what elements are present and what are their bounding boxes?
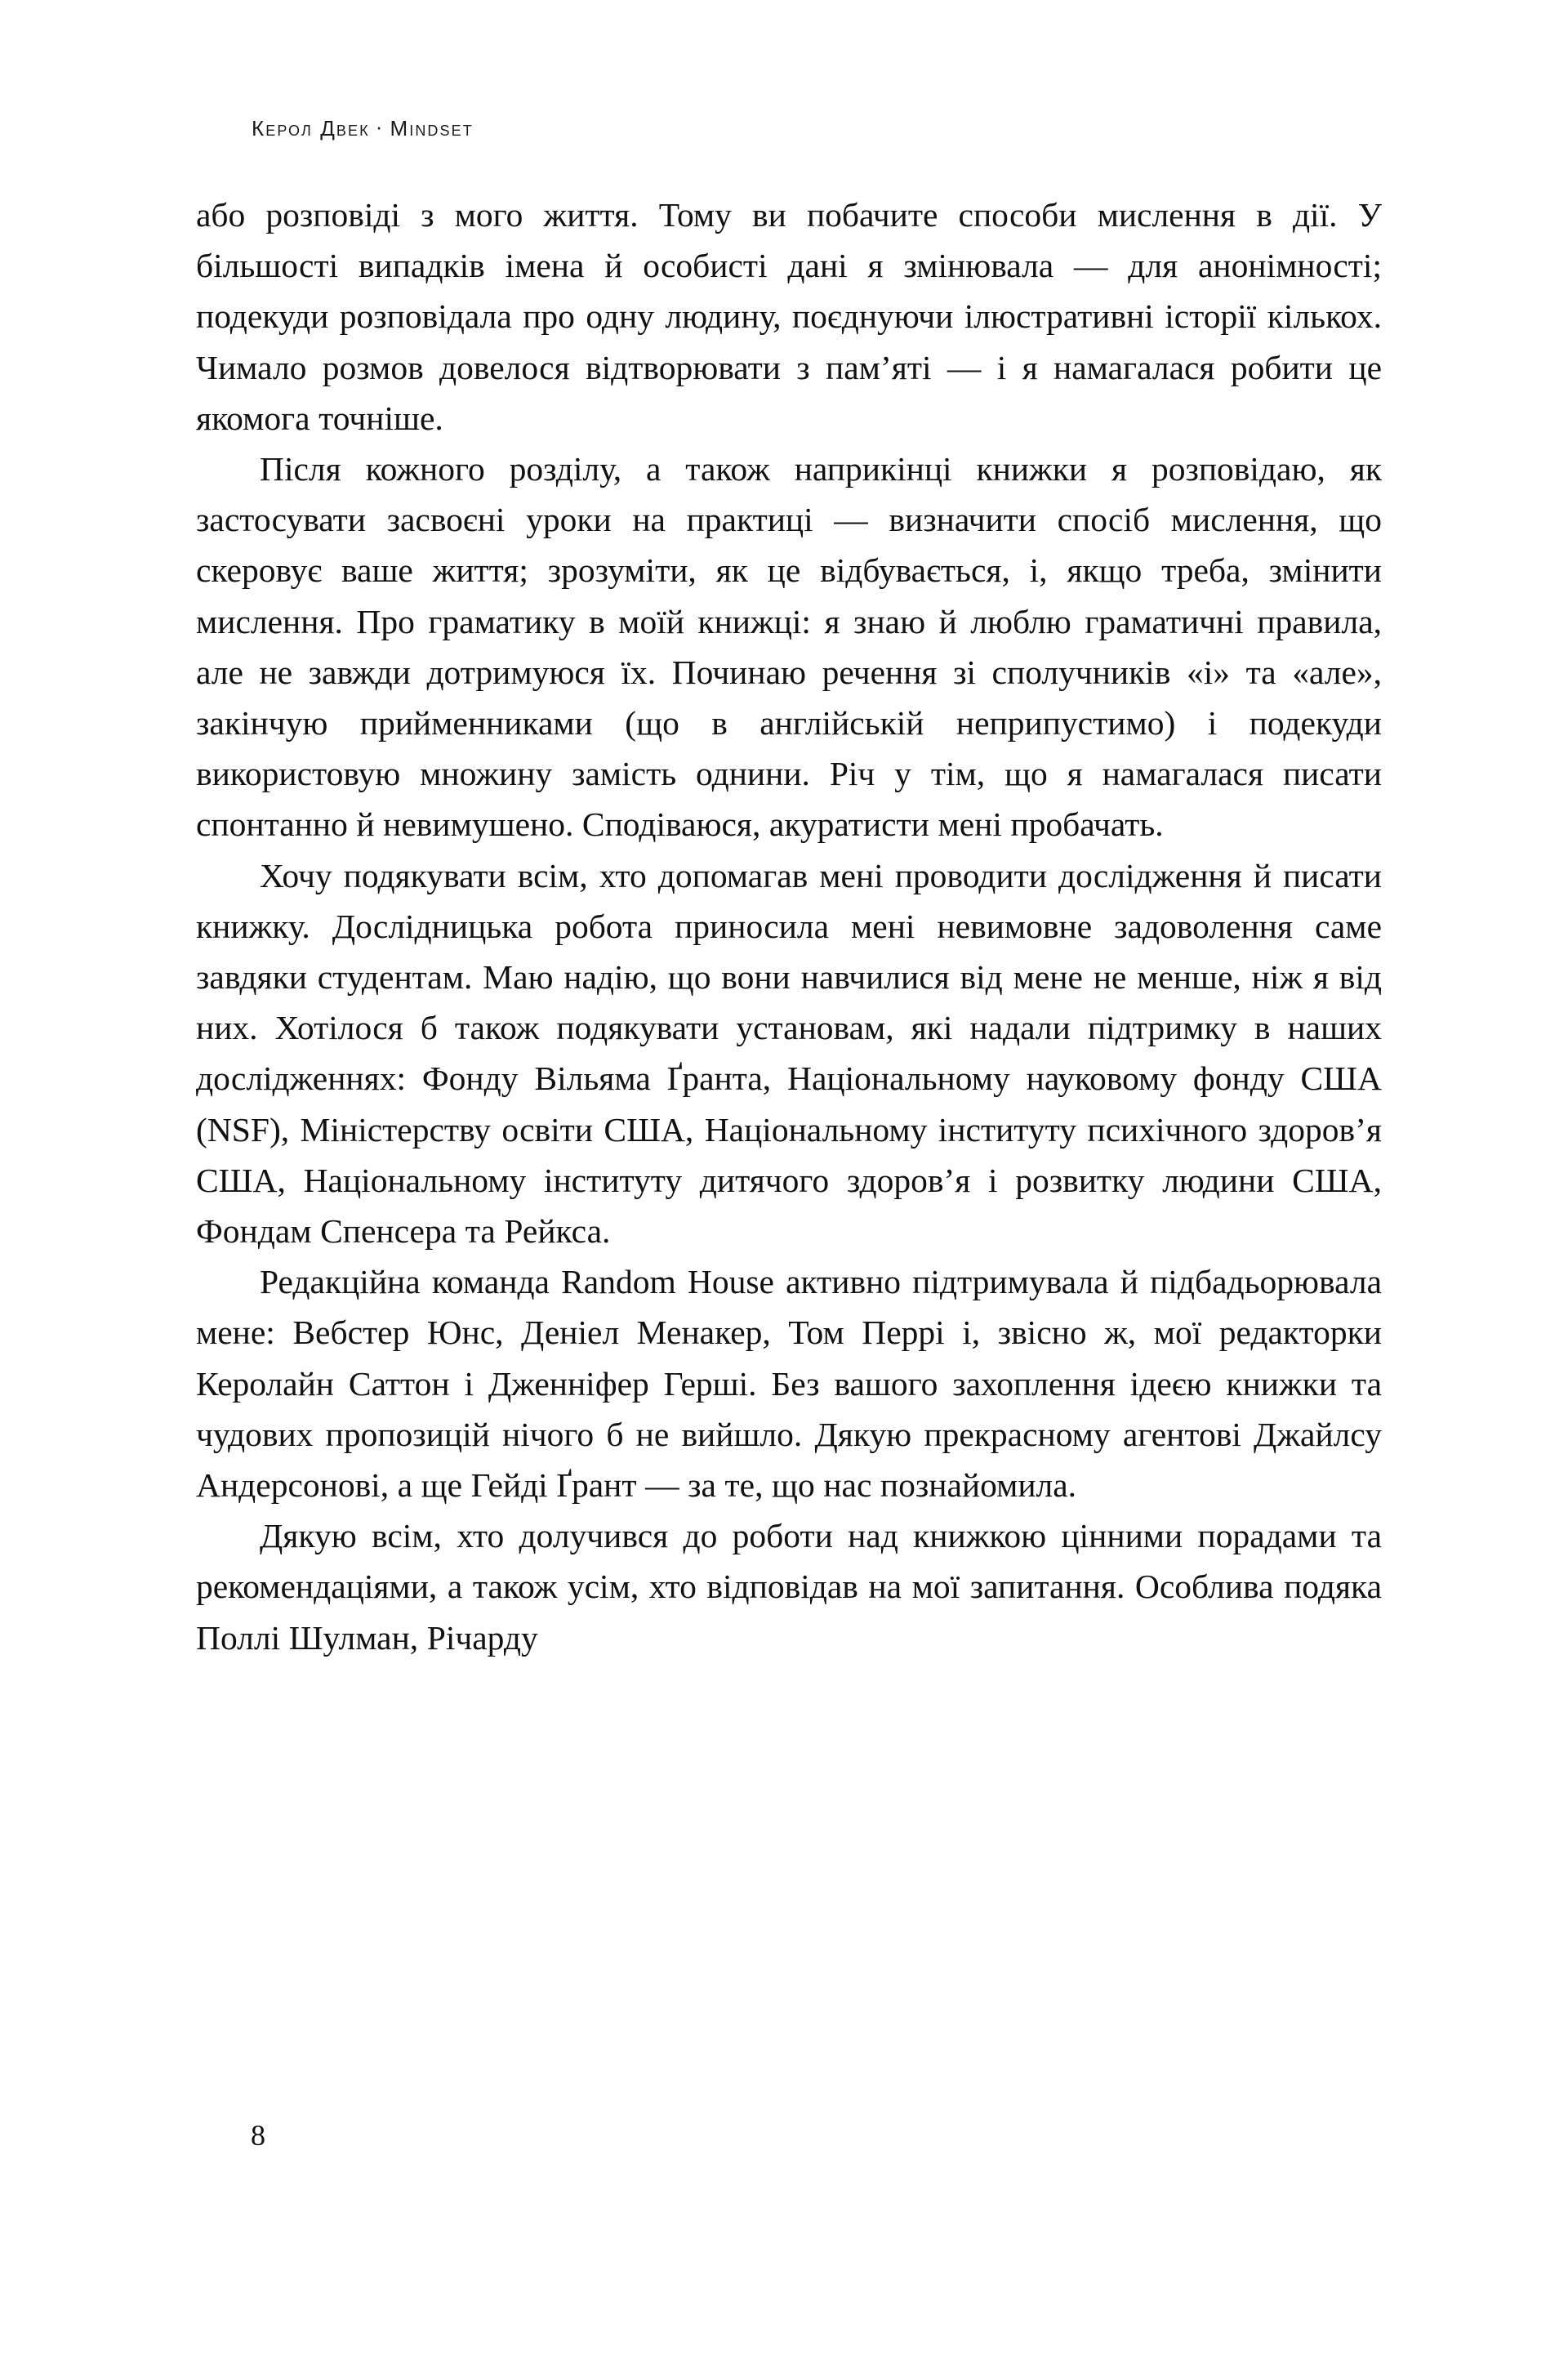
running-head-separator: · [375, 114, 385, 139]
paragraph-1: або розповіді з мого життя. Тому ви побачите способи мислення в дії. У більшості випадків імена й особисті дані я змінювала — для анонімності; подекуди розповідала про одну людину, поєднуючи ілюстративні історії кількох. Чимало розмов довелося відтворювати з пам’яті — і я намагалася робити це якомога точніше. [196, 196, 1382, 437]
paragraph-4: Редакційна команда Random House активно підтримувала й підбадьорювала мене: Вебстер Юнс, Деніел Менакер, Том Перрі і, звісно ж, мої редакторки Керолайн Саттон і Дженніфер Герші. Без вашого захоплення ідеєю книжки та чудових пропозицій нічого б не вийшло. Дякую прекрасному агентові Джайлсу Андерсонові, а ще Гейді Ґрант — за те, що нас познайомила. [196, 1263, 1382, 1505]
running-head [252, 114, 474, 141]
running-head-author: Керол Двек [252, 116, 370, 140]
paragraph-5: Дякую всім, хто долучився до роботи над книжкою цінними порадами та рекомендаціями, а також усім, хто відповідав на мої запитання. Особлива подяка Поллі Шулман, Річарду [196, 1517, 1382, 1657]
paragraph-3: Хочу подякувати всім, хто допомагав мені проводити дослідження й писати книжку. Дослідницька робота приносила мені невимовне задоволення саме завдяки студентам. Маю надію, що вони навчилися від мене не менше, ніж я від них. Хотілося б також подякувати установам, які надали підтримку в наших дослідженнях: Фонду Вільяма Ґранта, Національному науковому фонду США (NSF), Міністерству освіти США, Національному інституту психічного здоров’я США, Національному інституту дитячого здоров’я і розвитку людини США, Фондам Спенсера та Рейкса. [196, 856, 1382, 1251]
paragraph-2: Після кожного розділу, а також наприкінці книжки я розповідаю, як застосувати засвоєні уроки на практиці — визначити спосіб мислення, що скеровує ваше життя; зрозуміти, як це відбувається, і, якщо треба, змінити мислення. Про граматику в моїй книжці: я знаю й люблю граматичні правила, але не завжди дотримуюся їх. Починаю речення зі сполучників «і» та «але», закінчую прийменниками (що в англійській неприпустимо) і подекуди використовую множину замість однини. Річ у тім, що я намагалася писати спонтанно й невимушено. Сподіваюся, акуратисти мені пробачать. [196, 450, 1382, 844]
body-text-block [196, 190, 1382, 1663]
running-head-title: Mindset [390, 116, 474, 140]
page-number: 8 [251, 2119, 265, 2152]
